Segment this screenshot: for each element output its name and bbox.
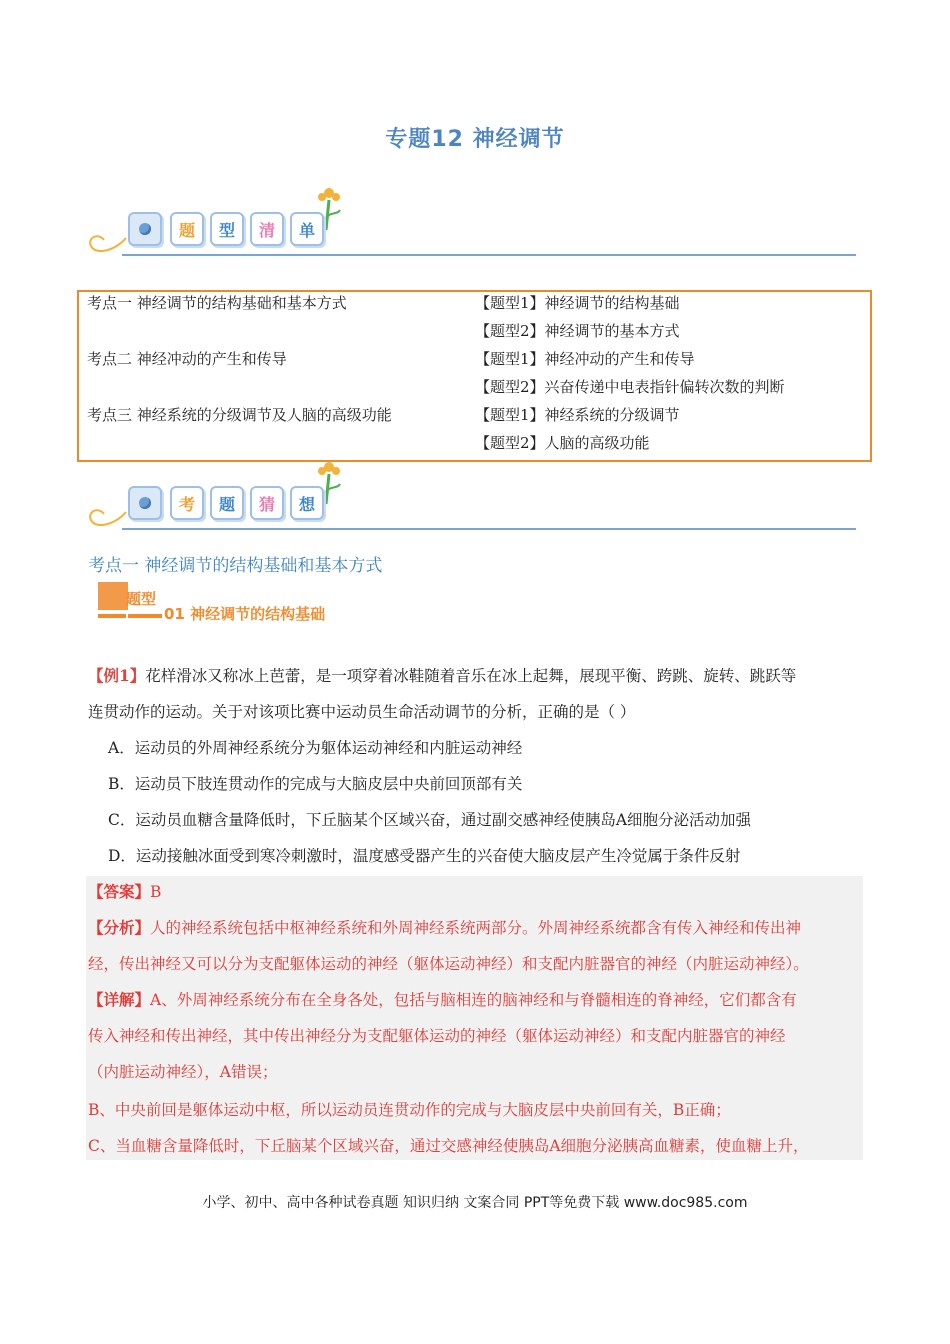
analysis-text-1: 人的神经系统包括中枢神经系统和外周神经系统两部分。外周神经系统都含有传入神经和传出神 <box>150 919 802 937</box>
answer-tag: 【答案】 <box>88 882 151 901</box>
blue-dot-icon <box>139 497 151 509</box>
detail-line-1 <box>88 982 797 1018</box>
detail-line-2: 传入神经和传出神经，其中传出神经分为支配躯体运动的神经（躯体运动神经）和支配内脏器官的神经 <box>88 1027 786 1045</box>
topic-point-2: 考点二 神经冲动的产生和传导 <box>87 350 287 368</box>
banner-char-2: 题 <box>210 486 244 520</box>
example-tag: 【例1】 <box>88 666 146 685</box>
banner-char-1: 题 <box>170 212 204 246</box>
banner-question-types <box>86 186 856 266</box>
question-type-marker-block <box>98 582 128 610</box>
question-type-3-1: 【题型1】神经系统的分级调节 <box>475 406 680 424</box>
question-type-3-2: 【题型2】人脑的高级功能 <box>475 434 650 452</box>
option-b: B．运动员下肢连贯动作的完成与大脑皮层中央前回顶部有关 <box>108 775 523 793</box>
banner-divider <box>122 254 856 256</box>
option-a: A．运动员的外周神经系统分为躯体运动神经和内脏运动神经 <box>108 739 523 757</box>
detail-line-4: B、中央前回是躯体运动中枢，所以运动员连贯动作的完成与大脑皮层中央前回有关，B正确； <box>88 1101 731 1119</box>
blue-dot-icon <box>139 223 151 235</box>
answer-value: B <box>150 883 162 901</box>
analysis-line-2: 经，传出神经又可以分为支配躯体运动的神经（躯体运动神经）和支配内脏器官的神经（内脏运动神经）。 <box>88 955 809 973</box>
swirl-decoration-icon <box>86 216 130 256</box>
banner-char-1: 考 <box>170 486 204 520</box>
banner-char-3: 清 <box>250 212 284 246</box>
section-heading: 考点一 神经调节的结构基础和基本方式 <box>88 556 383 576</box>
example-line-1 <box>88 658 796 694</box>
bubble-dot <box>128 212 162 246</box>
marker-underline <box>128 614 162 618</box>
question-type-title: 01 神经调节的结构基础 <box>164 605 326 623</box>
answer-line <box>88 874 161 910</box>
detail-text-1: A、外周神经系统分布在全身各处，包括与脑相连的脑神经和与脊髓相连的脊神经，它们都含有 <box>150 991 797 1009</box>
detail-line-5: C、当血糖含量降低时，下丘脑某个区域兴奋，通过交感神经使胰岛A细胞分泌胰高血糖素，使血糖上升， <box>88 1137 809 1155</box>
detail-tag: 【详解】 <box>88 990 151 1009</box>
banner-char-4: 想 <box>290 486 324 520</box>
page-footer: 小学、初中、高中各种试卷真题 知识归纳 文案合同 PPT等免费下载 www.doc985.com <box>202 1195 748 1211</box>
banner-divider <box>122 528 856 530</box>
banner-exam-guess <box>86 460 856 540</box>
topic-point-3: 考点三 神经系统的分级调节及人脑的高级功能 <box>87 406 392 424</box>
banner-char-4: 单 <box>290 212 324 246</box>
marker-underline <box>98 614 126 618</box>
example-text-1: 花样滑冰又称冰上芭蕾，是一项穿着冰鞋随着音乐在冰上起舞，展现平衡、跨跳、旋转、跳跃等 <box>145 667 797 685</box>
question-type-1-2: 【题型2】神经调节的基本方式 <box>475 322 680 340</box>
topic-list-box <box>77 290 872 462</box>
question-type-1-1: 【题型1】神经调节的结构基础 <box>475 294 680 312</box>
topic-point-1: 考点一 神经调节的结构基础和基本方式 <box>87 294 347 312</box>
example-line-2: 连贯动作的运动。关于对该项比赛中运动员生命活动调节的分析，正确的是（ ） <box>88 703 636 721</box>
detail-line-3: （内脏运动神经），A错误； <box>88 1063 278 1081</box>
swirl-decoration-icon <box>86 490 130 530</box>
analysis-line-1 <box>88 910 801 946</box>
banner-char-2: 型 <box>210 212 244 246</box>
option-c: C．运动员血糖含量降低时，下丘脑某个区域兴奋，通过副交感神经使胰岛A细胞分泌活动加强 <box>108 811 752 829</box>
option-d: D．运动接触冰面受到寒冷刺激时，温度感受器产生的兴奋使大脑皮层产生冷觉属于条件反射 <box>108 847 741 865</box>
banner-char-3: 猜 <box>250 486 284 520</box>
bubble-dot <box>128 486 162 520</box>
question-type-marker-label: 题型 <box>126 590 157 608</box>
question-type-2-1: 【题型1】神经冲动的产生和传导 <box>475 350 695 368</box>
question-type-2-2: 【题型2】兴奋传递中电表指针偏转次数的判断 <box>475 378 785 396</box>
analysis-tag: 【分析】 <box>88 918 151 937</box>
page-title: 专题12 神经调节 <box>385 127 565 152</box>
